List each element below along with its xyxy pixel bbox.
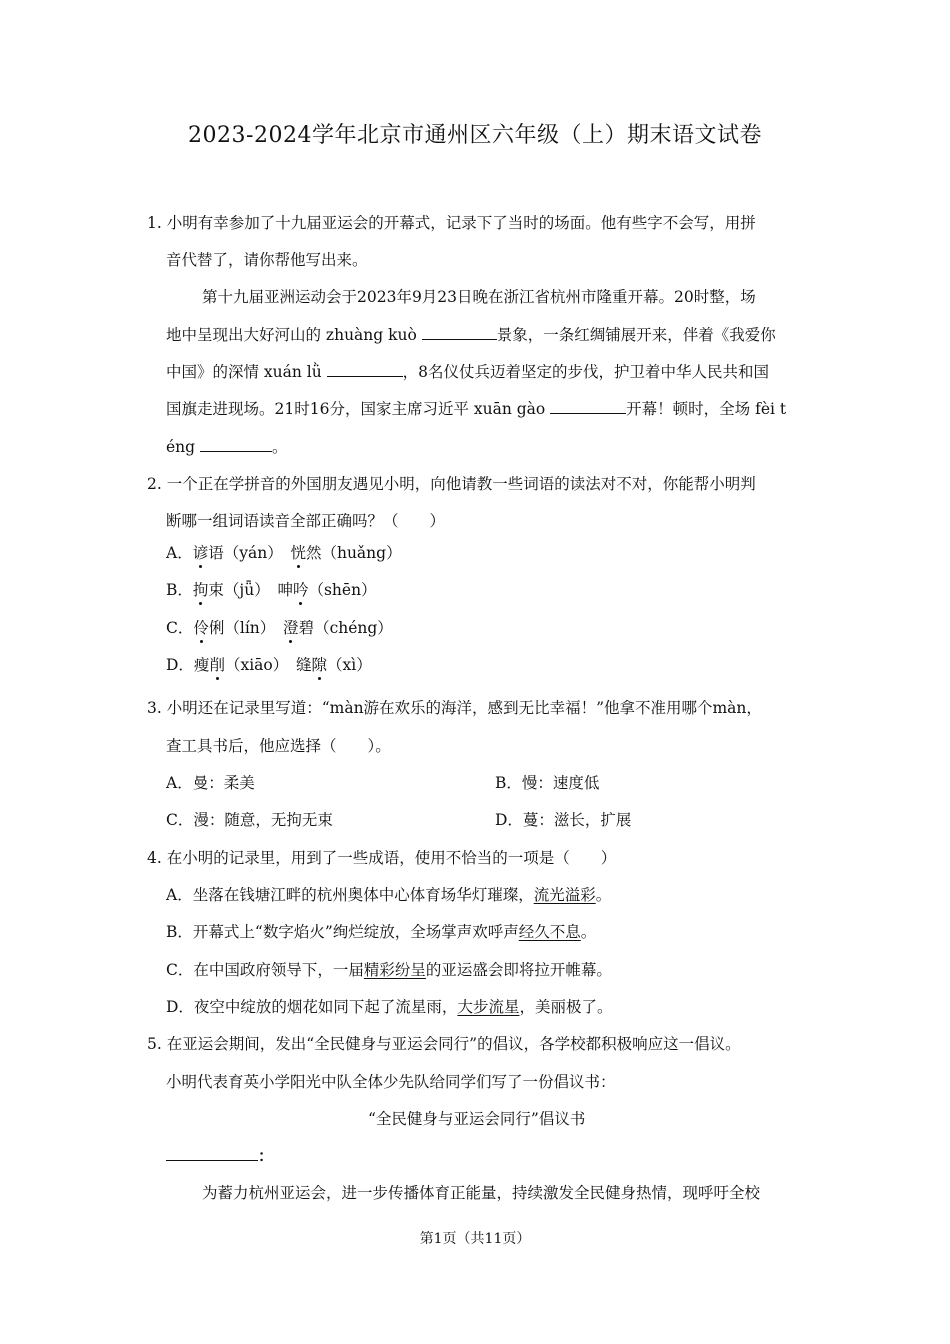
q1-text: éng xyxy=(166,438,201,456)
option-text: 碧（chéng） xyxy=(298,619,393,637)
option-text: （xì） xyxy=(327,656,372,674)
option-text: （xiāo） 缝 xyxy=(224,656,312,674)
page-footer: 第1页（共11页） xyxy=(419,1231,531,1247)
q2-option-b[interactable] xyxy=(166,579,377,601)
q3-line-1: 3. 小明还在记录里写道：“màn游在欢乐的海洋，感到无比幸福！”他拿不准用哪个màn， xyxy=(147,699,762,717)
option-text: 。 xyxy=(580,923,597,941)
q3-option-d[interactable]: D．蔓：滋长，扩展 xyxy=(495,811,632,829)
dotted-char: 恍 xyxy=(290,544,306,562)
q1-line-1: 1. 小明有幸参加了十九届亚运会的开幕式，记录下了当时的场面。他有些字不会写，用拼 xyxy=(147,214,756,232)
q2-line-2: 断哪一组词语读音全部正确吗？（ ） xyxy=(166,512,446,530)
q3-option-b[interactable]: B．慢：速度低 xyxy=(495,774,600,792)
option-text: 语（yán） xyxy=(208,544,291,562)
q5-salutation-line xyxy=(166,1145,274,1167)
q1-text: 国旗走进现场。21时16分，国家主席习近平 xuān gào xyxy=(166,400,551,418)
q3-option-a[interactable]: A．曼：柔美 xyxy=(166,774,255,792)
option-prefix: C． xyxy=(166,619,194,637)
q5-proposal-heading: “全民健身与亚运会同行”倡议书 xyxy=(368,1110,586,1128)
dotted-char: 澄 xyxy=(283,619,299,637)
q1-passage-line-1: 第十九届亚洲运动会于2023年9月23日晚在浙江省杭州市隆重开幕。20时整，场 xyxy=(202,288,756,306)
option-text: 然（huǎng） xyxy=(305,544,402,562)
answer-blank-xuanlv[interactable] xyxy=(327,361,403,377)
q1-passage-line-4 xyxy=(166,398,786,420)
option-prefix: D．瘦 xyxy=(166,656,210,674)
answer-blank-salutation[interactable] xyxy=(166,1145,258,1161)
q1-text: 。 xyxy=(272,438,288,456)
answer-blank-zhuangkuo[interactable] xyxy=(422,324,497,340)
option-text: D．夜空中绽放的烟花如同下起了流星雨， xyxy=(166,998,458,1016)
answer-blank-xuangao[interactable] xyxy=(550,398,626,414)
dotted-char: 拘 xyxy=(192,581,209,599)
option-text: 束（jǖ） 呻 xyxy=(208,581,293,599)
q5-line-1: 5. 在亚运会期间，发出“全民健身与亚运会同行”的倡议，各学校都积极响应这一倡议。 xyxy=(147,1035,741,1053)
answer-blank-feiteng[interactable] xyxy=(200,436,272,452)
q1-line-2: 音代替了，请你帮他写出来。 xyxy=(166,251,368,269)
exam-title: 2023-2024学年北京市通州区六年级（上）期末语文试卷 xyxy=(188,123,762,148)
underlined-idiom: 流光溢彩 xyxy=(533,886,596,904)
option-text: 的亚运盛会即将拉开帷幕。 xyxy=(425,961,612,979)
q4-option-c[interactable] xyxy=(166,959,612,981)
dotted-char: 削 xyxy=(209,656,225,674)
option-text: A．坐落在钱塘江畔的杭州奥体中心体育场华灯璀璨， xyxy=(166,886,534,904)
q2-option-c[interactable] xyxy=(166,617,393,639)
q1-text: 地中呈现出大好河山的 zhuàng kuò xyxy=(166,326,422,344)
q3-option-c[interactable]: C．漫：随意，无拘无束 xyxy=(166,811,333,829)
underlined-idiom: 经久不息 xyxy=(518,923,581,941)
option-text: 。 xyxy=(595,886,612,904)
q1-text: 景象，一条红绸铺展开来，伴着《我爱你 xyxy=(496,326,776,344)
q4-option-b[interactable] xyxy=(166,921,596,943)
underlined-idiom: 大步流星 xyxy=(457,998,520,1016)
q1-text: 开幕！顿时，全场 fèi t xyxy=(626,400,787,418)
option-text: （shēn） xyxy=(308,581,377,599)
q1-text: 中国》的深情 xuán lǜ xyxy=(166,363,327,381)
underlined-idiom: 精彩纷呈 xyxy=(363,961,426,979)
option-text: B．开幕式上“数字焰火”绚烂绽放，全场掌声欢呼声 xyxy=(166,923,519,941)
q2-option-d[interactable] xyxy=(166,654,372,676)
q3-line-2: 查工具书后，他应选择（ ）。 xyxy=(166,737,391,755)
option-text: C．在中国政府领导下，一届 xyxy=(166,961,364,979)
salutation-colon: ： xyxy=(258,1146,274,1165)
option-text: ，美丽极了。 xyxy=(519,998,613,1016)
q1-passage-line-5 xyxy=(166,436,288,458)
dotted-char: 谚 xyxy=(192,544,209,562)
option-prefix: A． xyxy=(166,544,193,562)
q2-option-a[interactable] xyxy=(166,542,402,564)
q5-proposal-line-1: 为蓄力杭州亚运会，进一步传播体育正能量，持续激发全民健身热情，现呼吁全校 xyxy=(202,1184,761,1202)
option-text: 俐（lín） xyxy=(208,619,284,637)
q4-option-d[interactable] xyxy=(166,996,612,1018)
q5-line-2: 小明代表育英小学阳光中队全体少先队给同学们写了一份倡议书： xyxy=(166,1073,616,1091)
q1-passage-line-3 xyxy=(166,361,769,383)
q1-text: ，8名仪仗兵迈着坚定的步伐，护卫着中华人民共和国 xyxy=(402,363,770,381)
q4-line-1: 4. 在小明的记录里，用到了一些成语，使用不恰当的一项是（ ） xyxy=(147,849,617,867)
dotted-char: 隙 xyxy=(311,656,327,674)
q1-passage-line-2 xyxy=(166,324,776,346)
dotted-char: 吟 xyxy=(292,581,309,599)
option-prefix: B． xyxy=(166,581,193,599)
q2-line-1: 2. 一个正在学拼音的外国朋友遇见小明，向他请教一些词语的读法对不对，你能帮小明判 xyxy=(147,475,756,493)
dotted-char: 伶 xyxy=(193,619,209,637)
q4-option-a[interactable] xyxy=(166,884,611,906)
